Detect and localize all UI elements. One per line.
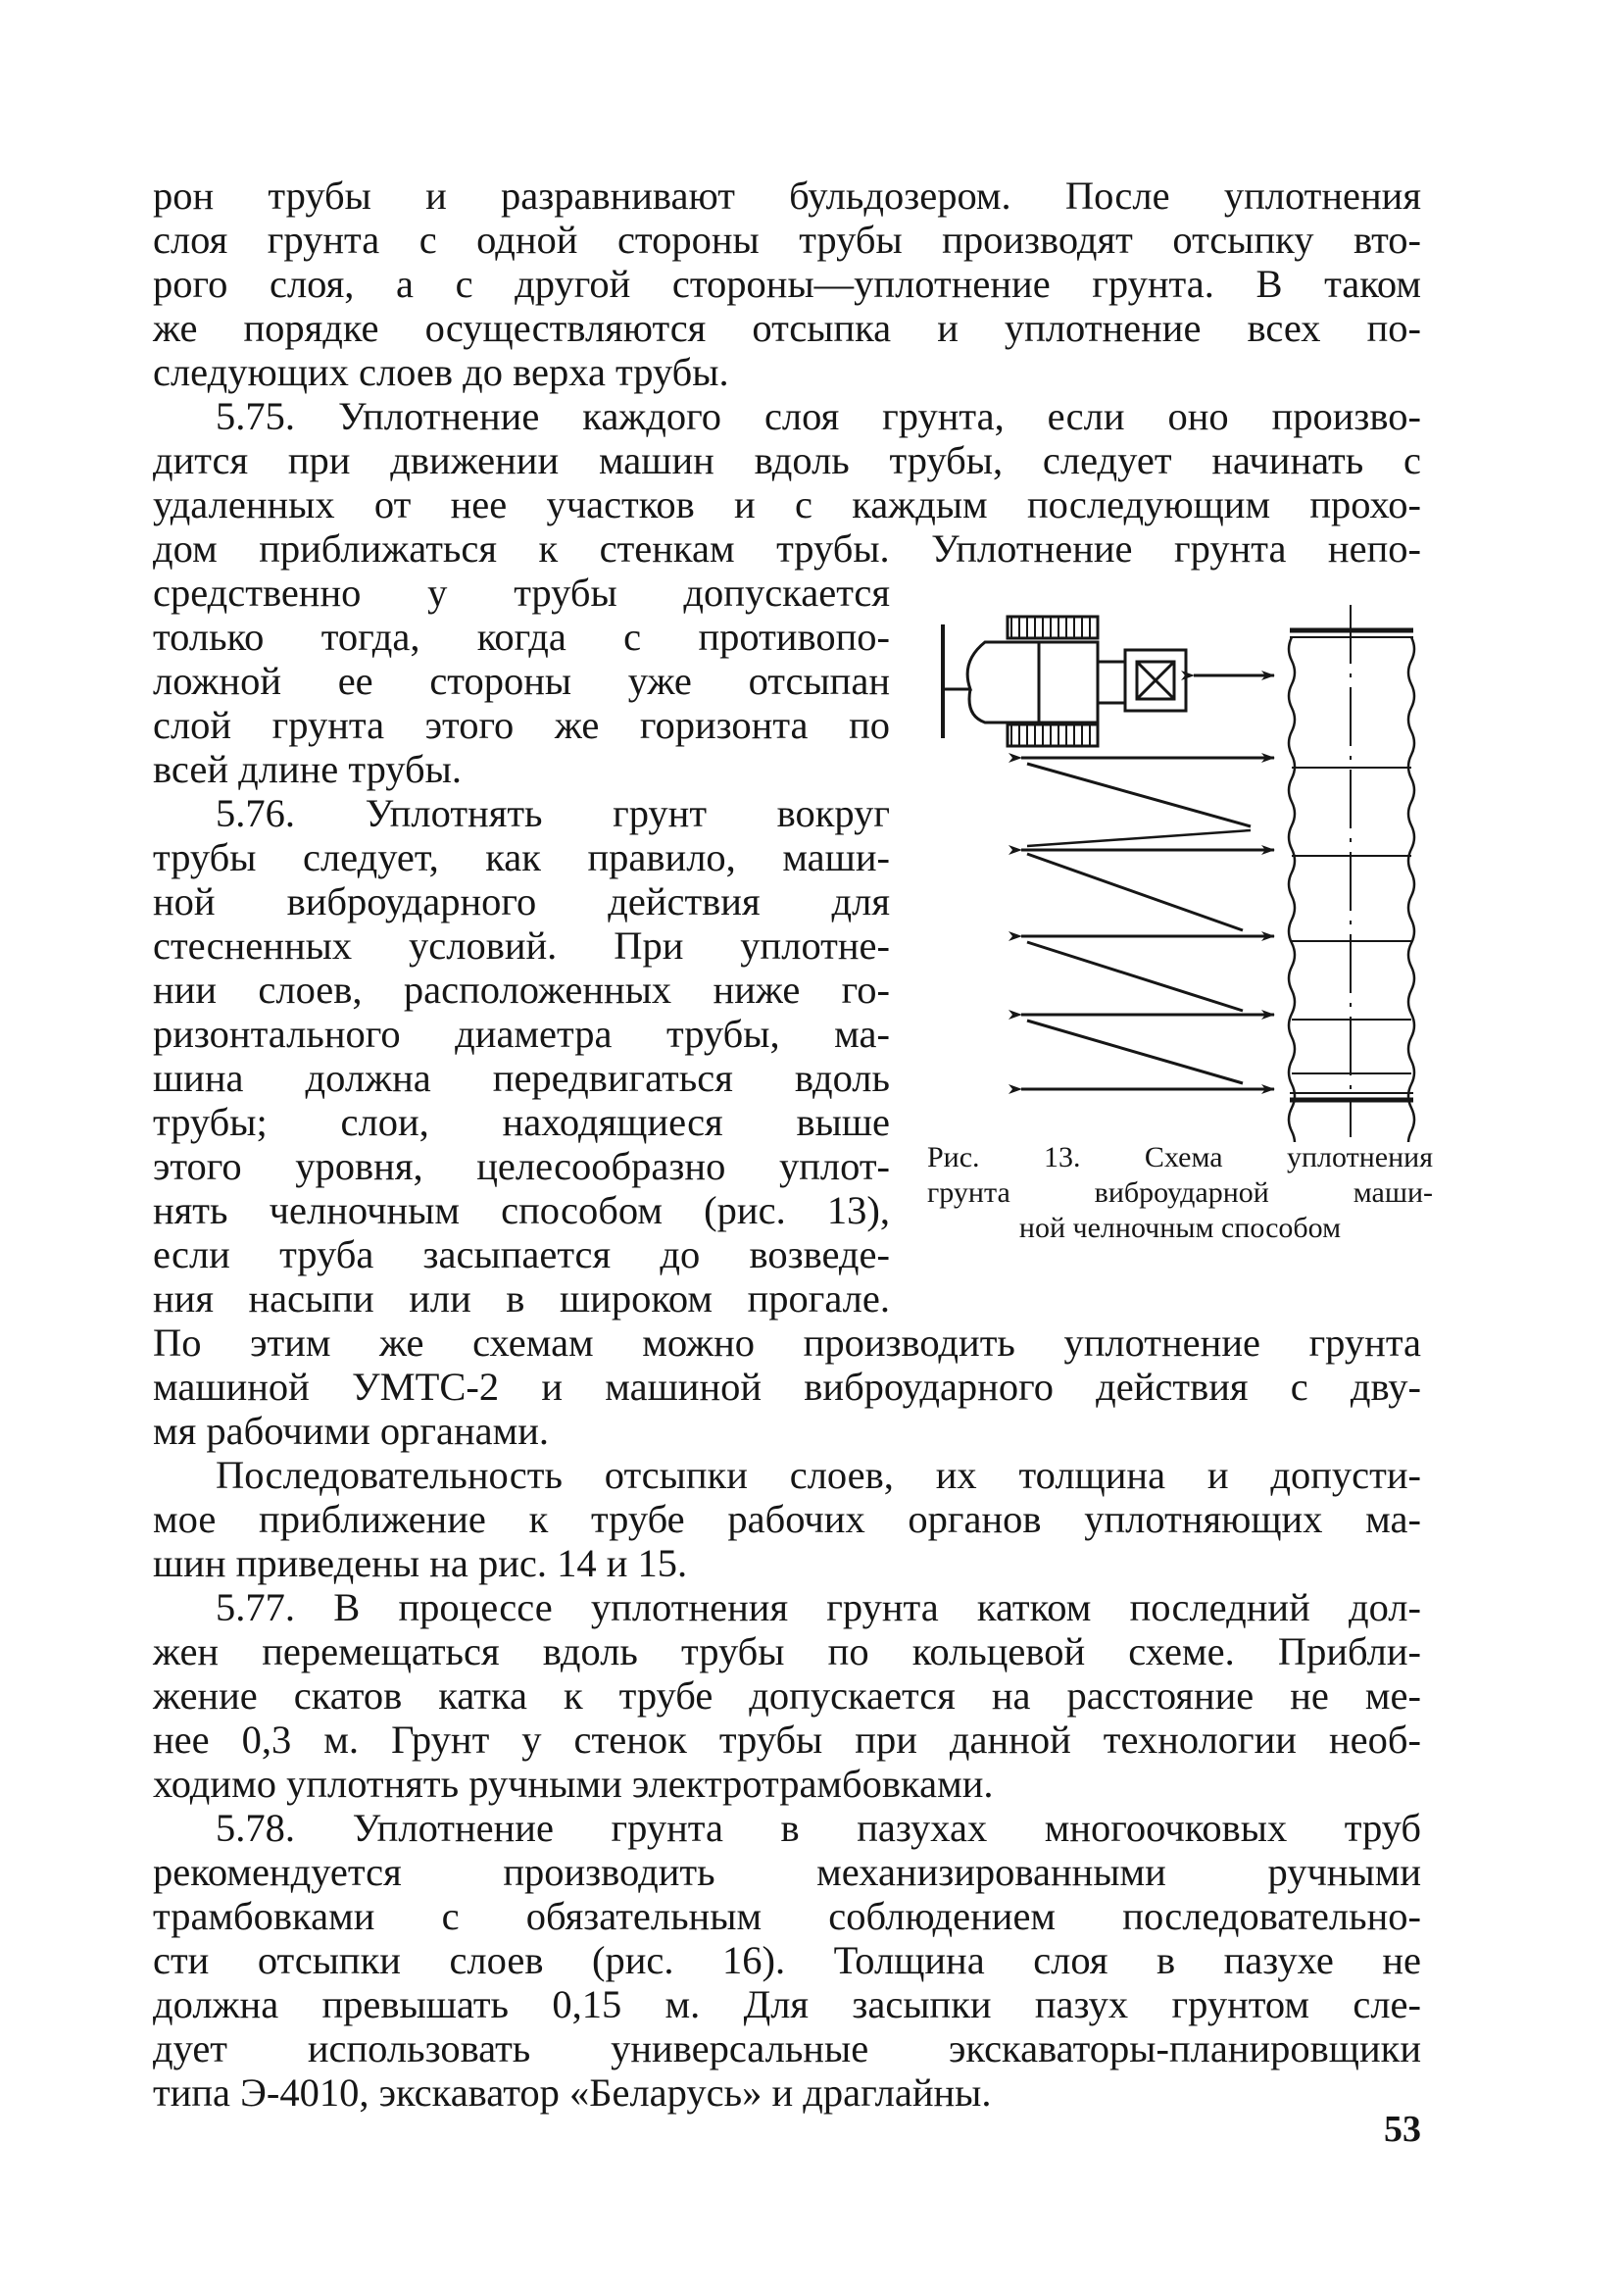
text-line: шин приведены на рис. 14 и 15. xyxy=(153,1541,688,1585)
text-line: сти отсыпки слоев (рис. 16). Толщина слоя в пазухе не xyxy=(153,1938,1421,1982)
text-line: же порядке осуществляются отсыпка и уплотнение всех по- xyxy=(153,306,1421,350)
text-line: слоя грунта с одной стороны трубы производят отсыпку вто- xyxy=(153,218,1421,262)
text-line: рекомендуется производить механизированными ручными xyxy=(153,1850,1421,1894)
text-line: Последовательность отсыпки слоев, их толщина и допусти- xyxy=(216,1453,1421,1497)
text-line: этого уровня, целесообразно уплот- xyxy=(153,1144,890,1188)
text-line: шина должна передвигаться вдоль xyxy=(153,1056,890,1100)
page-number: 53 xyxy=(1384,2109,1421,2150)
text-line: 5.78. Уплотнение грунта в пазухах многоочковых труб xyxy=(216,1806,1421,1850)
text-line: всей длине трубы. xyxy=(153,747,462,791)
text-line: средственно у трубы допускается xyxy=(153,571,890,615)
figure-13-compaction-scheme xyxy=(931,593,1431,1142)
text-line: жен перемещаться вдоль трубы по кольцевой схеме. Прибли- xyxy=(153,1629,1421,1673)
text-line: жение скатов катка к трубе допускается на расстояние не ме- xyxy=(153,1673,1421,1718)
text-line: ния насыпи или в широком прогале. xyxy=(153,1276,890,1321)
text-line: ходимо уплотнять ручными электротрамбовками. xyxy=(153,1762,994,1806)
text-line: трубы следует, как правило, маши- xyxy=(153,835,890,879)
text-line: трубы; слои, находящиеся выше xyxy=(153,1100,890,1144)
text-line: рого слоя, а с другой стороны—уплотнение грунта. В таком xyxy=(153,262,1421,306)
text-line: рон трубы и разравнивают бульдозером. После уплотнения xyxy=(153,174,1421,218)
text-line: машиной УМТС-2 и машиной виброударного действия с дву- xyxy=(153,1365,1421,1409)
text-line: нии слоев, расположенных ниже го- xyxy=(153,968,890,1012)
figure-caption: Рис. 13. Схема уплотнения xyxy=(927,1141,1433,1173)
text-line: По этим же схемам можно производить уплотнение грунта xyxy=(153,1321,1421,1365)
text-line: 5.75. Уплотнение каждого слоя грунта, если оно произво- xyxy=(216,394,1421,438)
text-line: дится при движении машин вдоль трубы, следует начинать с xyxy=(153,438,1421,482)
compaction-diagram xyxy=(931,593,1431,1142)
text-line: слой грунта этого же горизонта по xyxy=(153,703,890,747)
text-line: нее 0,3 м. Грунт у стенок трубы при данной технологии необ- xyxy=(153,1718,1421,1762)
compactor-machine xyxy=(943,617,1186,746)
text-line: ложной ее стороны уже отсыпан xyxy=(153,659,890,703)
figure-caption: грунта виброударной маши- xyxy=(927,1176,1433,1209)
text-line: должна превышать 0,15 м. Для засыпки пазух грунтом сле- xyxy=(153,1982,1421,2026)
text-line: только тогда, когда с противопо- xyxy=(153,615,890,659)
text-line: ризонтального диаметра трубы, ма- xyxy=(153,1012,890,1056)
text-line: 5.77. В процессе уплотнения грунта катком последний дол- xyxy=(216,1585,1421,1629)
text-line: следующих слоев до верха трубы. xyxy=(153,350,729,394)
text-line: типа Э-4010, экскаватор «Беларусь» и драглайны. xyxy=(153,2070,992,2115)
text-line: удаленных от нее участков и с каждым последующим прохо- xyxy=(153,482,1421,526)
text-line: если труба засыпается до возведе- xyxy=(153,1232,890,1276)
text-line: стесненных условий. При уплотне- xyxy=(153,923,890,968)
shuttle-passes xyxy=(1021,758,1274,1089)
text-line: дует использовать универсальные экскаваторы-планировщики xyxy=(153,2026,1421,2070)
text-line: мя рабочими органами. xyxy=(153,1409,550,1453)
text-line: трамбовками с обязательным соблюдением последовательно- xyxy=(153,1894,1421,1938)
text-line: ной виброударного действия для xyxy=(153,879,890,923)
text-line: дом приближаться к стенкам трубы. Уплотнение грунта непо- xyxy=(153,526,1421,571)
text-line: нять челночным способом (рис. 13), xyxy=(153,1188,890,1232)
text-line: 5.76. Уплотнять грунт вокруг xyxy=(216,791,890,835)
text-line: мое приближение к трубе рабочих органов уплотняющих ма- xyxy=(153,1497,1421,1541)
shuttle-diagonals xyxy=(1027,764,1251,1083)
figure-caption: ной челночным способом xyxy=(1018,1212,1342,1244)
